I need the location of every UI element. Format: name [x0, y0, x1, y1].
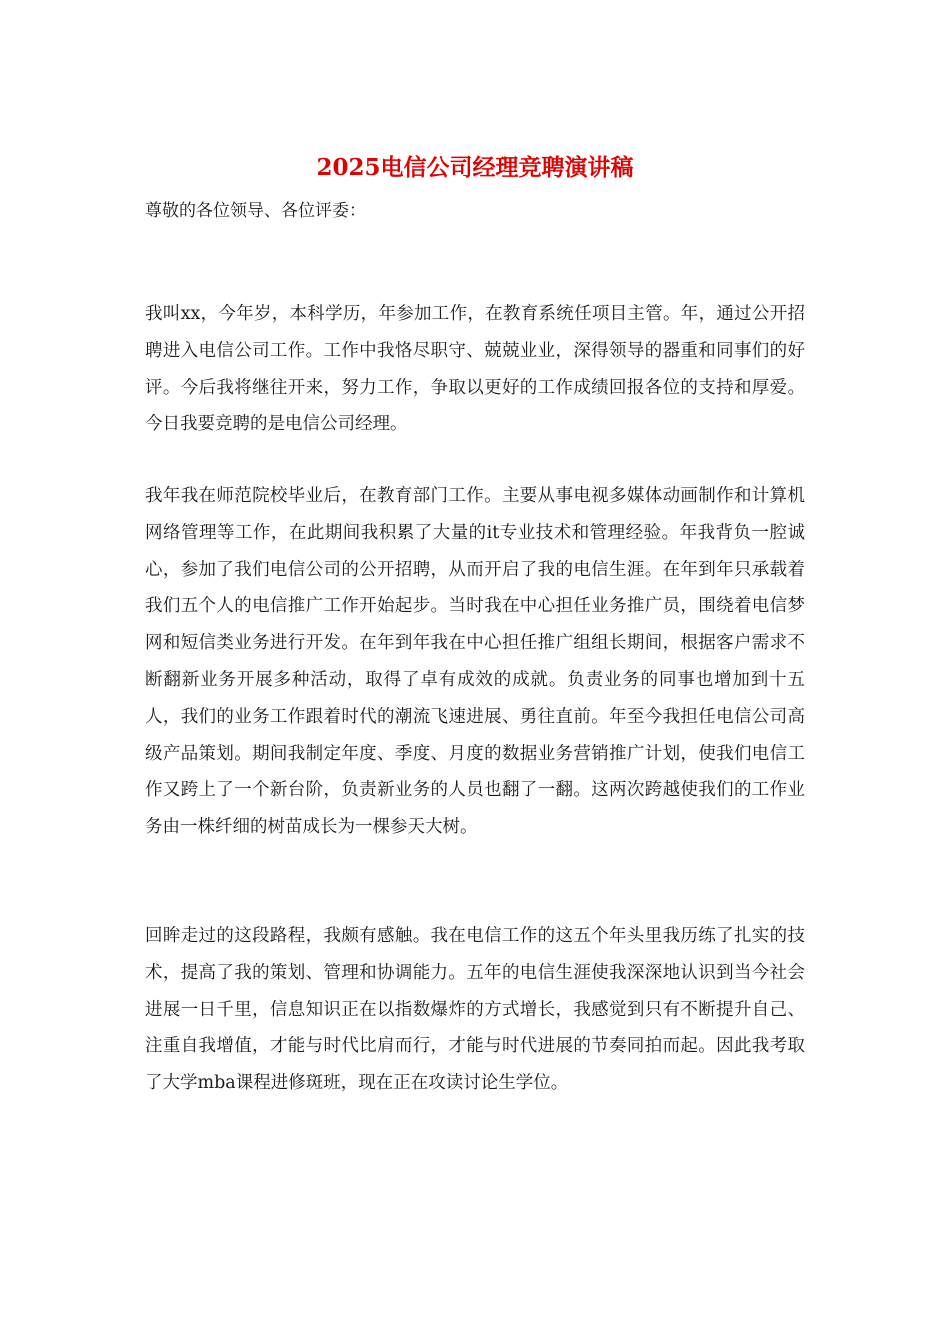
salutation: 尊敬的各位领导、各位评委： — [145, 201, 366, 221]
paragraph-3: 回眸走过的这段路程，我颇有感触。我在电信工作的这五个年头里我历练了扎实的技术，提高了我的策划、管理和协调能力。五年的电信生涯使我深深地认识到当今社会进展一日千里，信息知识正在以指数爆炸的方式增长，我感觉到只有不断提升自己、注重自我增值，才能与时代比肩而行，才能与时代进展的节奏同拍而起。因此我考取了大学mba课程进修斑班，现在正在攻读讨论生学位。 — [145, 926, 805, 1094]
paragraph-2: 我年我在师范院校毕业后，在教育部门工作。主要从事电视多媒体动画制作和计算机网络管理等工作，在此期间我积累了大量的it专业技术和管理经验。年我背负一腔诚心，参加了我们电信公司的公开招聘，从而开启了我的电信生涯。在年到年只承载着我们五个人的电信推广工作开始起步。当时我在中心担任业务推广员，围绕着电信梦网和短信类业务进行开发。在年到年我在中心担任推广组组长期间，根据客户需求不断翻新业务开展多种活动，取得了卓有成效的成就。负责业务的同事也增加到十五人，我们的业务工作跟着时代的潮流飞速进展、勇往直前。年至今我担任电信公司高级产品策划。期间我制定年度、季度、月度的数据业务营销推广计划，使我们电信工作又跨上了一个新台阶，负责新业务的人员也翻了一翻。这两次跨越使我们的工作业务由一株纤细的树苗成长为一棵参天大树。 — [145, 486, 805, 838]
paragraph-1: 我叫xx，今年岁，本科学历，年参加工作，在教育系统任项目主管。年，通过公开招聘进入电信公司工作。工作中我恪尽职守、兢兢业业，深得领导的器重和同事们的好评。今后我将继往开来，努力工作，争取以更好的工作成绩回报各位的支持和厚爱。今日我要竞聘的是电信公司经理。 — [145, 304, 805, 435]
document-title: 2025电信公司经理竞聘演讲稿 — [316, 154, 634, 181]
